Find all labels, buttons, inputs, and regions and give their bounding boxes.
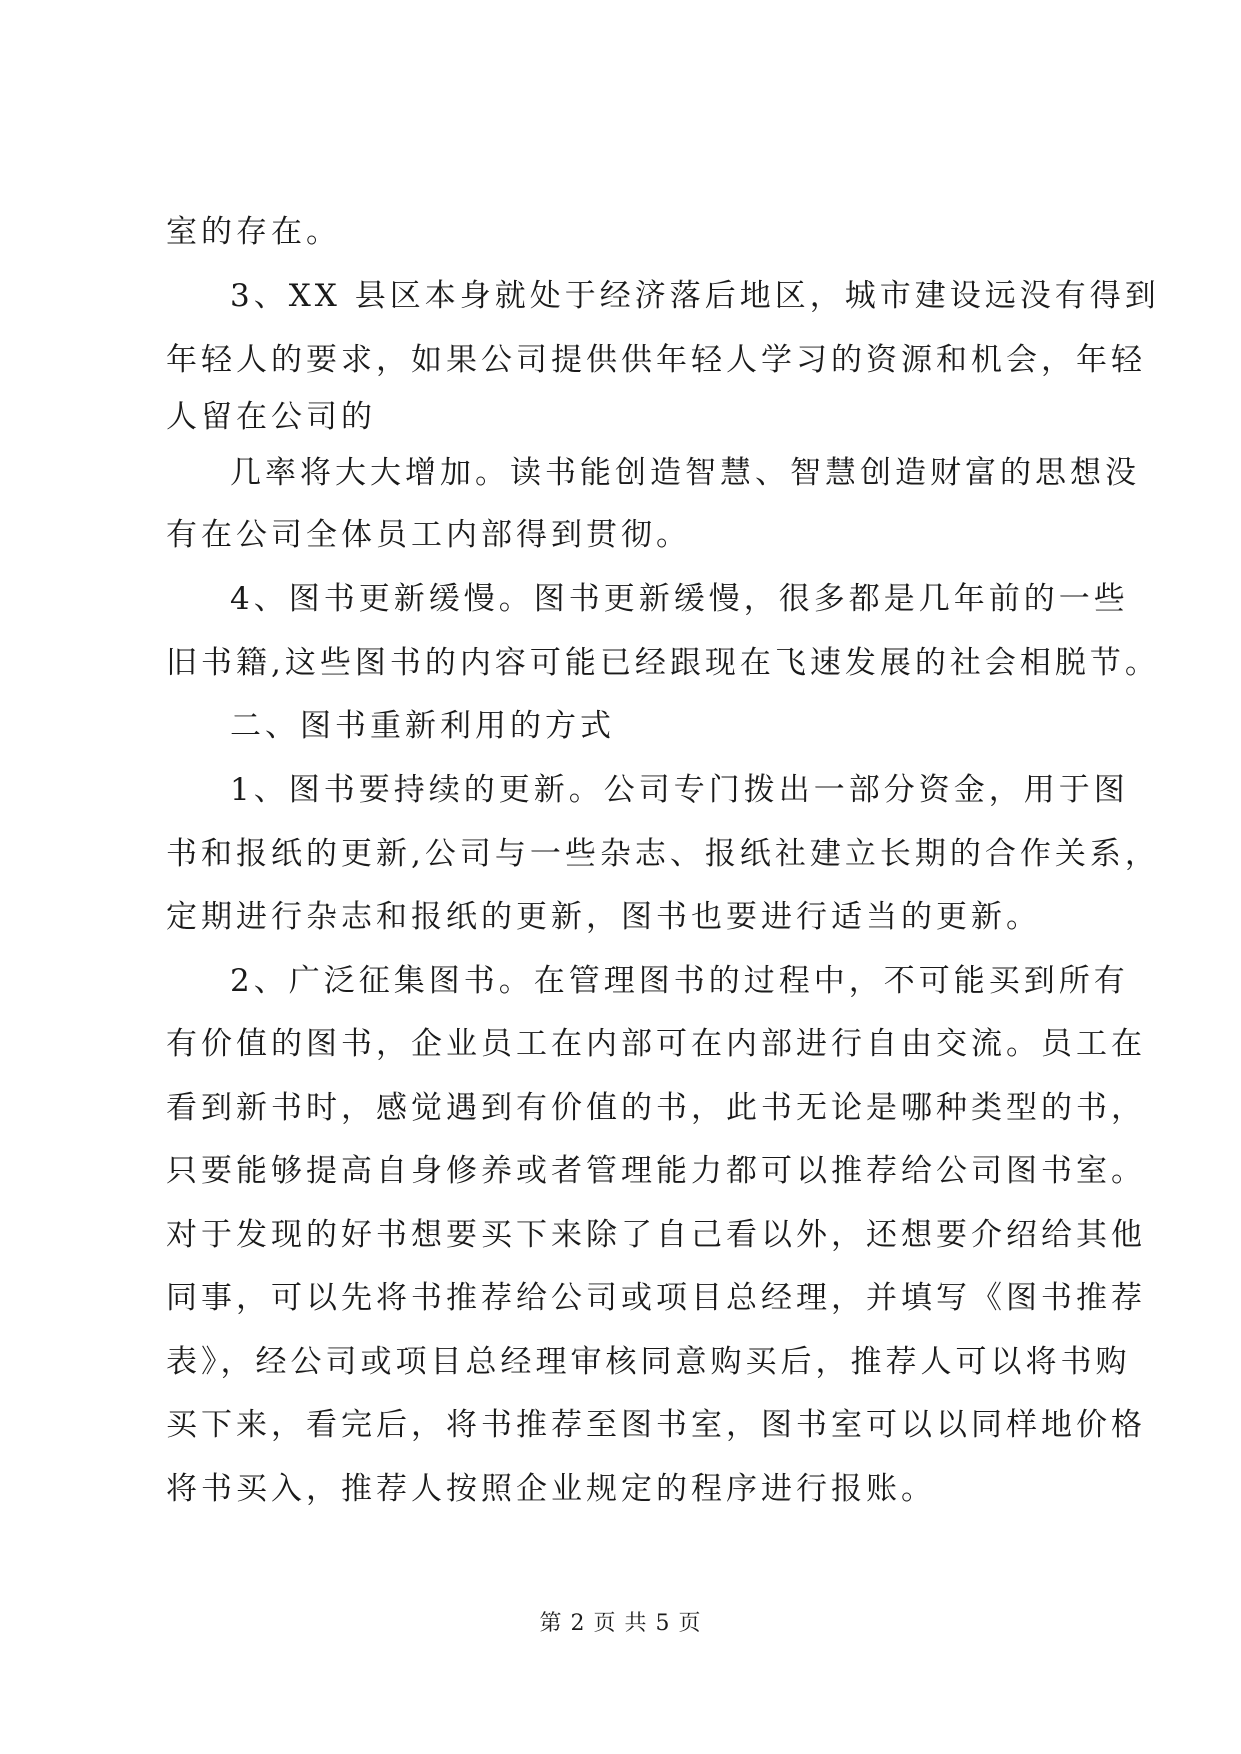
text-line: 买下来，看完后，将书推荐至图书室，图书室可以以同样地价格 [166, 1407, 1146, 1443]
text-line: 书和报纸的更新,公司与一些杂志、报纸社建立长期的合作关系， [166, 836, 1160, 872]
text-line: 只要能够提高自身修养或者管理能力都可以推荐给公司图书室。 [166, 1153, 1146, 1189]
text-line: 2、广泛征集图书。在管理图书的过程中，不可能买到所有 [230, 963, 1129, 999]
text-line: 同事，可以先将书推荐给公司或项目总经理，并填写《图书推荐 [166, 1280, 1146, 1316]
text-line: 对于发现的好书想要买下来除了自己看以外，还想要介绍给其他 [166, 1217, 1146, 1253]
text-line: 将书买入，推荐人按照企业规定的程序进行报账。 [166, 1471, 936, 1507]
section-heading: 二、图书重新利用的方式 [230, 708, 615, 744]
text-line: 年轻人的要求，如果公司提供供年轻人学习的资源和机会，年轻 [166, 342, 1146, 378]
text-line: 人留在公司的 [166, 399, 376, 435]
page-number: 第 2 页 共 5 页 [539, 1611, 702, 1636]
text-line: 定期进行杂志和报纸的更新，图书也要进行适当的更新。 [166, 899, 1041, 935]
text-line: 有在公司全体员工内部得到贯彻。 [166, 517, 691, 553]
text-line: 3、XX 县区本身就处于经济落后地区，城市建设远没有得到 [230, 278, 1160, 314]
text-line: 看到新书时，感觉遇到有价值的书，此书无论是哪种类型的书， [166, 1090, 1146, 1126]
text-line: 有价值的图书，企业员工在内部可在内部进行自由交流。员工在 [166, 1026, 1146, 1062]
text-line: 表》，经公司或项目总经理审核同意购买后，推荐人可以将书购 [166, 1344, 1131, 1380]
text-line: 1、图书要持续的更新。公司专门拨出一部分资金，用于图 [230, 772, 1129, 808]
text-line: 室的存在。 [166, 214, 341, 250]
text-line: 几率将大大增加。读书能创造智慧、智慧创造财富的思想没 [230, 455, 1140, 491]
text-line: 旧书籍,这些图书的内容可能已经跟现在飞速发展的社会相脱节。 [166, 645, 1160, 681]
text-line: 4、图书更新缓慢。图书更新缓慢，很多都是几年前的一些 [230, 581, 1129, 617]
